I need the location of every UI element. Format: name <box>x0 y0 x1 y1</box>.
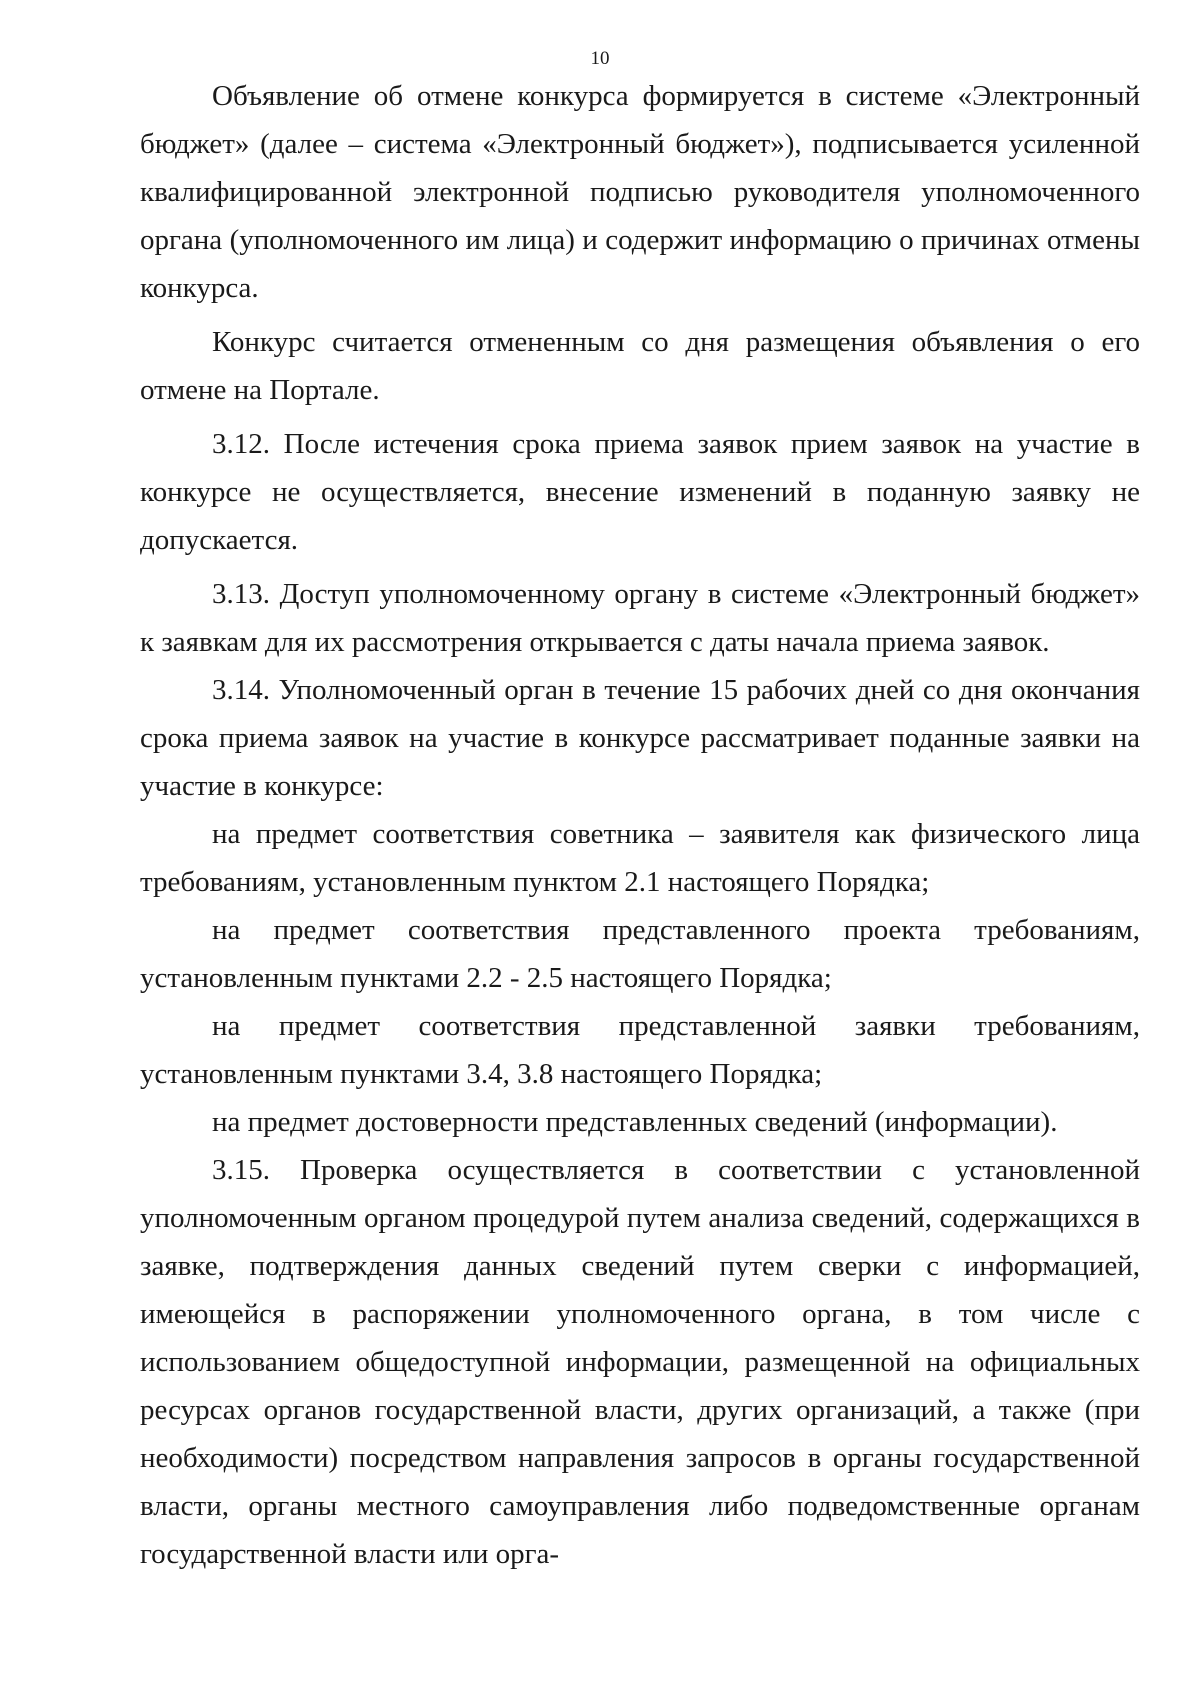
paragraph-3-15: 3.15. Проверка осуществляется в соответствии с установленной уполномоченным органом процедурой путем анализа сведений, содержащихся в заявке, подтверждения данных сведений путем сверки с информацией, имеющейся в распоряжении уполномоченного органа, в том числе с использованием общедоступной информации, размещенной на официальных ресурсах органов государственной власти, других организаций, а также (при необходимости) посредством направления запросов в органы государственной власти, органы местного самоуправления либо подведомственные органам государственной власти или орга- <box>140 1154 1140 1570</box>
paragraph-criterion-project: на предмет соответствия представленного проекта требованиям, установленным пунктами 2.2 - 2.5 настоящего Порядка; <box>140 914 1140 994</box>
page-number: 10 <box>590 48 610 69</box>
paragraph-criterion-application: на предмет соответствия представленной заявки требованиям, установленным пунктами 3.4, 3.8 настоящего Порядка; <box>140 1010 1140 1090</box>
paragraph-cancellation-notice: Объявление об отмене конкурса формируется в системе «Электронный бюджет» (далее – система «Электронный бюджет»), подписывается усиленной квалифицированной электронной подписью руководителя уполномоченного органа (уполномоченного им лица) и содержит информацию о причинах отмены конкурса. <box>140 80 1140 304</box>
paragraph-cancellation-effective: Конкурс считается отмененным со дня размещения объявления о его отмене на Портале. <box>140 326 1140 406</box>
paragraph-3-14: 3.14. Уполномоченный орган в течение 15 рабочих дней со дня окончания срока приема заявок на участие в конкурсе рассматривает поданные заявки на участие в конкурсе: <box>140 674 1140 802</box>
paragraph-criterion-reliability: на предмет достоверности представленных сведений (информации). <box>212 1106 1058 1138</box>
paragraph-3-13: 3.13. Доступ уполномоченному органу в системе «Электронный бюджет» к заявкам для их рассмотрения открывается с даты начала приема заявок. <box>140 578 1140 658</box>
document-body <box>140 72 1140 1578</box>
paragraph-3-12: 3.12. После истечения срока приема заявок прием заявок на участие в конкурсе не осуществляется, внесение изменений в поданную заявку не допускается. <box>140 428 1140 556</box>
paragraph-criterion-advisor: на предмет соответствия советника – заявителя как физического лица требованиям, установленным пунктом 2.1 настоящего Порядка; <box>140 818 1140 898</box>
